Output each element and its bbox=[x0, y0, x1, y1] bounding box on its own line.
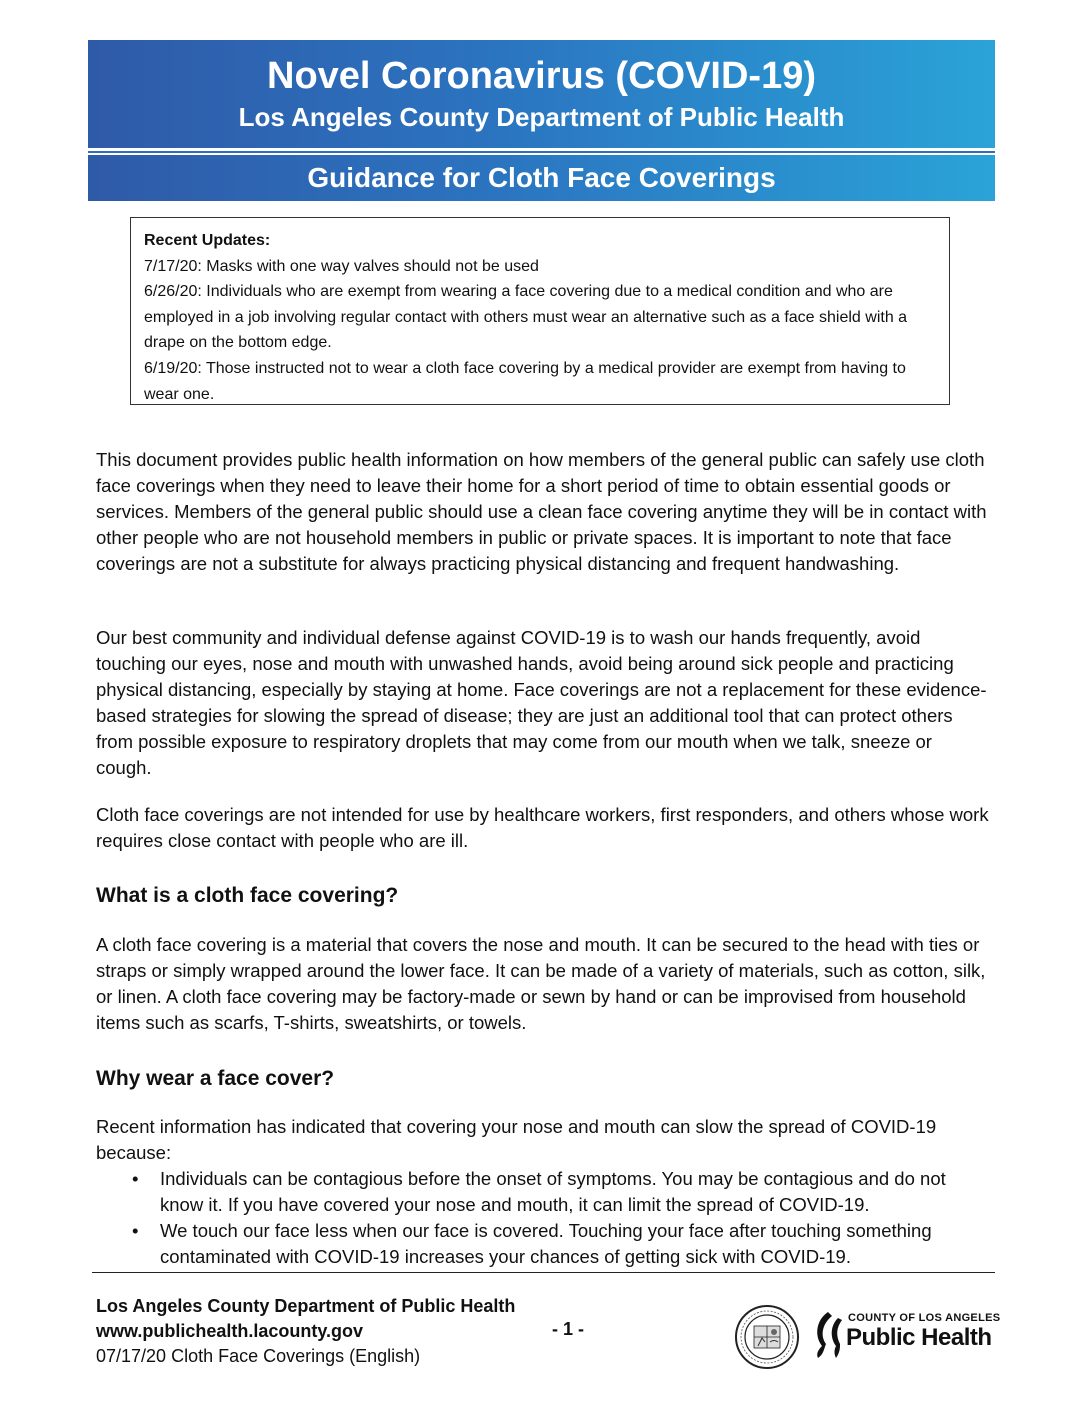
footer-org: Los Angeles County Department of Public Health bbox=[96, 1296, 516, 1316]
footer-doc-label: 07/17/20 Cloth Face Coverings (English) bbox=[96, 1346, 421, 1366]
recent-updates-box bbox=[130, 217, 950, 405]
list-item bbox=[96, 1166, 992, 1218]
bullet-icon: • bbox=[132, 1220, 139, 1241]
public-health-logo-name: Public Health bbox=[846, 1324, 992, 1351]
footer-info bbox=[96, 1294, 515, 1369]
banner-divider bbox=[88, 151, 995, 153]
page-number: - 1 - bbox=[552, 1319, 585, 1339]
public-health-logo-county: COUNTY OF LOS ANGELES bbox=[848, 1312, 1001, 1324]
guidance-title: Guidance for Cloth Face Coverings bbox=[88, 155, 995, 201]
update-item: 6/19/20: Those instructed not to wear a cloth face covering by a medical provider are exempt from having to wear one. bbox=[144, 359, 906, 403]
footer-url-link[interactable]: www.publichealth.lacounty.gov bbox=[96, 1321, 364, 1341]
intro-paragraph-1: This document provides public health information on how members of the general public can safely use cloth face coverings when they need to leave their home for a short period of time to obtain essential goods or services. Members of the general public should use a clean face covering anytime they will be in contact with other people who are not household members in public or private spaces. It is important to note that face coverings are not a substitute for always practicing physical distancing and frequent handwashing. bbox=[96, 449, 987, 574]
bullet-icon: • bbox=[132, 1168, 139, 1189]
footer-divider bbox=[92, 1272, 995, 1273]
list-item-text: Individuals can be contagious before the onset of symptoms. You may be contagious and do not know it. If you have covered your nose and mouth, it can limit the spread of COVID-19. bbox=[160, 1168, 946, 1215]
section-why-wear-intro: Recent information has indicated that covering your nose and mouth can slow the spread of COVID-19 because: bbox=[96, 1116, 937, 1163]
document-title: Novel Coronavirus (COVID-19) bbox=[267, 55, 816, 97]
section-heading-why-wear: Why wear a face cover? bbox=[96, 1067, 335, 1090]
update-item: 7/17/20: Masks with one way valves should not be used bbox=[144, 257, 539, 275]
reasons-list bbox=[96, 1166, 992, 1270]
department-subtitle: Los Angeles County Department of Public Health bbox=[238, 102, 845, 132]
public-health-mark-icon bbox=[810, 1310, 844, 1360]
list-item bbox=[96, 1218, 992, 1270]
section-heading-what-is: What is a cloth face covering? bbox=[96, 884, 399, 907]
list-item-text: We touch our face less when our face is covered. Touching your face after touching something contaminated with COVID-19 increases your chances of getting sick with COVID-19. bbox=[160, 1220, 932, 1267]
public-health-logo bbox=[810, 1310, 1001, 1366]
section-what-is-text: A cloth face covering is a material that covers the nose and mouth. It can be secured to the head with ties or straps or simply wrapped around the lower face. It can be made of a variety of materials, such as cotton, silk, or linen. A cloth face covering may be factory-made or sewn by hand or can be improvised from household items such as scarfs, T-shirts, sweatshirts, or towels. bbox=[96, 934, 986, 1033]
header-banner bbox=[88, 40, 995, 148]
intro-paragraph-3: Cloth face coverings are not intended for use by healthcare workers, first responders, and others whose work requires close contact with people who are ill. bbox=[96, 804, 989, 851]
recent-updates-title: Recent Updates: bbox=[144, 232, 271, 249]
update-item: 6/26/20: Individuals who are exempt from wearing a face covering due to a medical condition and who are employed in a job involving regular contact with others must wear an alternative such as a face shield with a drape on the bottom edge. bbox=[144, 283, 908, 352]
county-seal-icon bbox=[734, 1304, 800, 1370]
intro-paragraph-2: Our best community and individual defense against COVID-19 is to wash our hands frequently, avoid touching our eyes, nose and mouth with unwashed hands, avoid being around sick people and practicing physical distancing, especially by staying at home. Face coverings are not a replacement for these evidence-based strategies for slowing the spread of disease; they are just an additional tool that can protect others from possible exposure to respiratory droplets that may come from our mouth when we talk, sneeze or cough. bbox=[96, 627, 987, 778]
